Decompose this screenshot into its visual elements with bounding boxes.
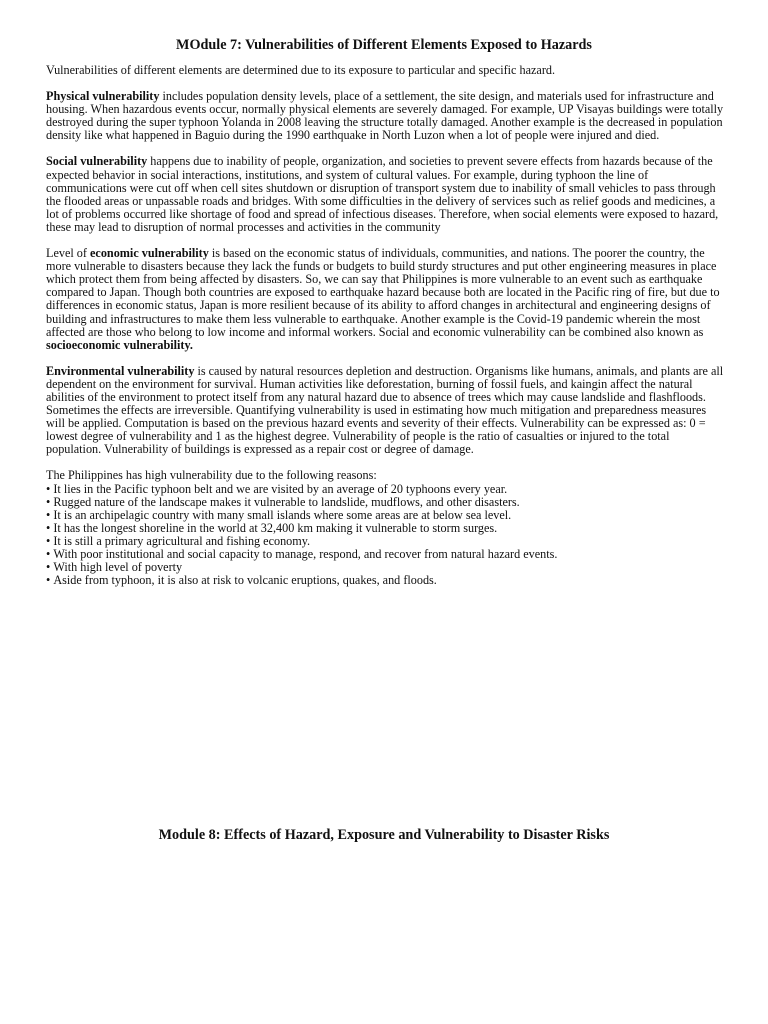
physical-vulnerability-term: Physical vulnerability bbox=[46, 89, 160, 104]
economic-vulnerability-paragraph bbox=[46, 247, 726, 352]
philippines-reasons-section bbox=[46, 469, 726, 587]
list-item: • It is still a primary agricultural and fishing economy. bbox=[46, 535, 726, 548]
environmental-vulnerability-text: is caused by natural resources depletion and destruction. Organisms like humans, animals, and plants are all dependent on the environment for survival. Human activities like deforestation, burning of fossil fuels, and kaingin affect the natural abilities of the environment to protect itself from any natural hazard due to absence of trees which may cause landslide and flashfloods. Sometimes the effects are irreversible. Quantifying vulnerability is used in estimating how much mitigation and preparedness measures will be applied. Computation is based on the previous hazard events and severity of their effects. Vulnerability can be expressed as: 0 = lowest degree of vulnerability and 1 as the highest degree. Vulnerability of people is the ratio of casualties or injured to the total population. Vulnerability of buildings is expressed as a repair cost or degree of damage. bbox=[46, 363, 724, 457]
list-item: • It has the longest shoreline in the world at 32,400 km making it vulnerable to storm surges. bbox=[46, 522, 726, 535]
economic-vulnerability-term: economic vulnerability bbox=[90, 246, 209, 261]
philippines-reasons-list bbox=[46, 483, 726, 588]
module-7-title: MOdule 7: Vulnerabilities of Different Elements Exposed to Hazards bbox=[176, 37, 592, 53]
environmental-vulnerability-term: Environmental vulnerability bbox=[46, 363, 195, 378]
social-vulnerability-text: happens due to inability of people, organization, and societies to prevent severe effects from hazards because of the expected behavior in social interactions, institutions, and system of cultural values. For example, during typhoon the line of communications were cut off when cell sites shutdown or disruption of transport system due to inability of small vehicles to pass through the flooded areas or unpassable roads and bridges. With some difficulties in the delivery of services such as relief goods and medicines, a lot of problems occurred like shortage of food and spread of infectious diseases. Therefore, when social elements were exposed to hazard, these may lead to disruption of normal processes and activities in the community bbox=[46, 154, 719, 234]
socioeconomic-vulnerability-term: socioeconomic vulnerability. bbox=[46, 337, 193, 352]
social-vulnerability-term: Social vulnerability bbox=[46, 154, 148, 169]
intro-paragraph: Vulnerabilities of different elements are determined due to its exposure to particular and specific hazard. bbox=[46, 63, 556, 77]
economic-vulnerability-lead: Level of bbox=[46, 246, 90, 261]
physical-vulnerability-paragraph bbox=[46, 90, 726, 142]
list-item: • With poor institutional and social capacity to manage, respond, and recover from natural hazard events. bbox=[46, 548, 726, 561]
list-item: • Aside from typhoon, it is also at risk to volcanic eruptions, quakes, and floods. bbox=[46, 574, 726, 587]
philippines-reasons-lead: The Philippines has high vulnerability due to the following reasons: bbox=[46, 468, 377, 483]
list-item: • Rugged nature of the landscape makes it vulnerable to landslide, mudflows, and other disasters. bbox=[46, 496, 726, 509]
module-8-title: Module 8: Effects of Hazard, Exposure and Vulnerability to Disaster Risks bbox=[158, 827, 610, 843]
list-item: • It is an archipelagic country with many small islands where some areas are at below sea level. bbox=[46, 509, 726, 522]
list-item: • It lies in the Pacific typhoon belt and we are visited by an average of 20 typhoons every year. bbox=[46, 483, 726, 496]
environmental-vulnerability-paragraph bbox=[46, 365, 726, 457]
economic-vulnerability-text: is based on the economic status of individuals, communities, and nations. The poorer the country, the more vulnerable to disasters because they lack the funds or budgets to build sturdy structures and put other engineering measures in place which protect them from being affected by disasters. So, we can say that Philippines is more vulnerable to an event such as earthquake compared to Japan. Though both countries are exposed to earthquake hazard because both are located in the Pacific ring of fire, but due to differences in economic status, Japan is more resilient because of its ability to afford changes in architectural and engineering designs of building and infrastructures to make them less vulnerable to earthquake. Another example is the Covid-19 pandemic wherein the most affected are those who belong to low income and informal workers. Social and economic vulnerability can be combined also known as bbox=[46, 246, 720, 339]
physical-vulnerability-text: includes population density levels, place of a settlement, the site design, and materials used for infrastructure and housing. When hazardous events occur, normally physical elements are severely damaged. For example, UP Visayas buildings were totally destroyed during the super typhoon Yolanda in 2008 leaving the structure totally damaged. Another example is the decreased in population density like what happened in Baguio during the 1990 earthquake in North Luzon when a lot of people were injured and died. bbox=[46, 89, 724, 143]
list-item: • With high level of poverty bbox=[46, 561, 726, 574]
social-vulnerability-paragraph bbox=[46, 155, 726, 234]
module-7-body bbox=[46, 64, 726, 587]
